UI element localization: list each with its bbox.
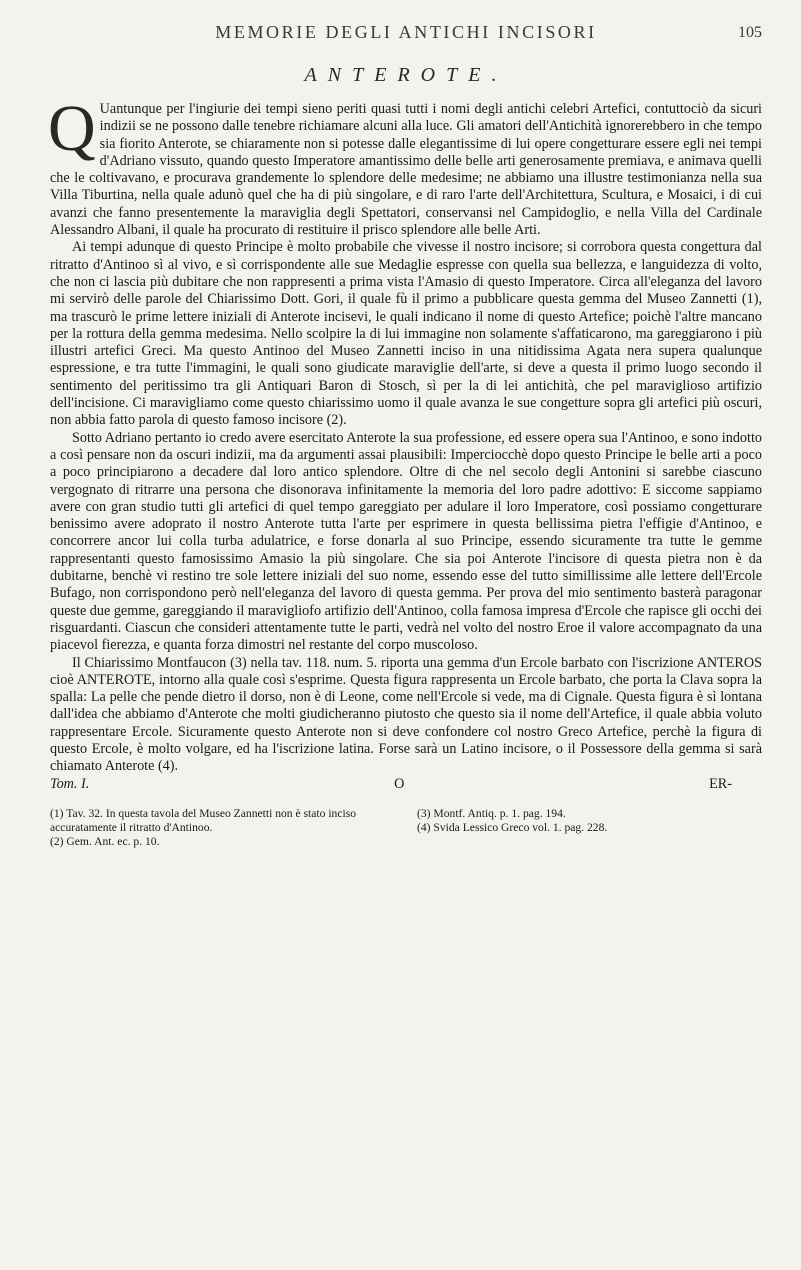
- drop-cap: Q: [48, 92, 96, 165]
- paragraph-1: [48, 92, 762, 239]
- catchword: ER-: [709, 775, 732, 792]
- footnote-4: (4) Svida Lessico Greco vol. 1. pag. 228.: [417, 820, 608, 834]
- body-text: [48, 92, 762, 776]
- chapter-title: ANTEROTE.: [304, 64, 508, 86]
- paragraph-2: Ai tempi adunque di questo Principe è molto probabile che vivesse il nostro incisore; si corrobora questa congettura dal ritratto d'Antinoo sì al vivo, e sì corrispondente alle sue Medaglie espresse con quella sua bellezza, e languidezza di volto, che non ci lascia più dubitare che non rappresenti a prima vista l'Amasio di questo Imperatore. Circa all'eleganza del lavoro mi servirò delle parole del Chiarissimo Dott. Gori, il quale fù il primo a pubblicare questa gemma del Museo Zannetti (1), ma trascurò le prime lettere iniziali di Anterote incisevi, le quali indicano il nome di questo Artefice; poichè l'altre mancano per la rottura della gemma medesima. Nello scolpire la di lui immagine non solamente s'affaticarono, ma gareggiarono i più illustri artefici Greci. Ma questo Antinoo del Museo Zannetti inciso in una nitidissima Agata nera supera qualunque espressione, e tra tutte l'immagini, le quali sono giudicate maraviglie dell'arte, si deve a questa il primo luogo secondo il sentimento del peritissimo tra gli Antiquari Baron di Stosch, sì per la di lei antichità, che pel maraviglioso artifizio dell'incisione. Ci maravigliamo come questo chiarissimo uomo il quale avanza le sue congetture sopra gli artefici più oscuri, non abbia fatto parola di questo famoso incisore (2).: [50, 239, 762, 429]
- paragraph-4: Il Chiarissimo Montfaucon (3) nella tav. 118. num. 5. riporta una gemma d'un Ercole barbato con l'iscrizione ANTEROS cioè ANTEROTE, intorno alla quale così s'esprime. Questa figura rappresenta un Ercole barbato, che porta la Clava sopra la spalla: La pelle che pende dietro il dorso, non è di Leone, come nell'Ercole si vede, ma di Cignale. Questa figura è sì lontana dall'idea che abbiamo d'Anterote che molti giudicheranno piutosto che questo sia il nome dell'Artefice, il quale abbia voluto rappresentare Ercole. Sicuramente questo Anterote non si deve confondere col nostro Greco Artefice, perchè la figura di questo Ercole, è molto volgare, ed ha l'iscrizione latina. Forse sarà un Latino incisore, o il Possessore della gemma si sarà chiamato Anterote (4).: [50, 654, 762, 775]
- footnote-1: (1) Tav. 32. In questa tavola del Museo Zannetti non è stato inciso accuratamente il ritratto d'Antinoo.: [50, 806, 357, 834]
- volume-mark: Tom. I.: [50, 775, 90, 792]
- running-head: MEMORIE DEGLI ANTICHI INCISORI: [215, 22, 597, 42]
- book-page: [50, 22, 762, 849]
- footnote-2: (2) Gem. Ant. ec. p. 10.: [50, 834, 160, 848]
- footnotes-left: [50, 807, 395, 849]
- paragraph-1-text: Uantunque per l'ingiurie dei tempi sieno periti quasi tutti i nomi degli antichi celebri Artefici, contuttociò da sicuri indizii se ne possono dalle tenebre richiamare alcuni alla luce. Gli amatori dell'Antichità ignorerebbero in che tempo sia fiorito Anterote, se chiaramente non si potesse dalle elegantissime di lui opere congetturare essere egli nei tempi d'Adriano vissuto, quando questo Imperatore amantissimo delle belle arti generosamente premiava, e animava quelli che le coltivavano, e procurava grandemente lo splendore delle medesime; ne abbiamo una illustre testimonianza nella sua Villa Tiburtina, nella quale adunò quel che ha di più singolare, e di raro l'arte dell'Architettura, Scultura, e Mosaici, i di cui avanzi che fanno presentemente la maraviglia degli Spettatori, conservansi nel Campidoglio, e nella Villa del Cardinale Alessandro Albani, il quale ha procurato di restituire il prisco splendore alle belle Arti.: [50, 101, 762, 239]
- page-number: 105: [738, 24, 762, 41]
- page-header: [50, 22, 762, 50]
- footnotes: [50, 807, 762, 849]
- paragraph-3: Sotto Adriano pertanto io credo avere esercitato Anterote la sua professione, ed essere opera sua l'Antinoo, e sono indotto a così pensare non da oscuri indizii, ma da argumenti assai plausibili: Imperciocchè dopo questo Principe le belle arti a poco a poco principiarono a decadere dal loro antico splendore. Oltre di che nel secolo degli Antonini si sarebbe ciascuno vergognato di ritrarre una persona che disonorava infinitamente la memoria del loro padre adottivo: E siccome sappiamo avere con gran studio tutti gli artefici di quel tempo gareggiato per adulare il loro Imperatore, così possiamo congetturare benissimo avere adoprato il nostro Anterote tutta l'arte per esprimere in questa bellissima pietra l'effigie d'Antinoo, e concorrere ancor lui colla turba adulatrice, e forse donarla al suo Principe, essendo sicuramente tra tutte le gemme rappresentanti questo famosissimo Amasio la più singolare. Che sia poi Anterote l'incisore di questa pietra non è da dubitarne, benchè vi restino tre sole lettere iniziali del suo nome, essendo esse del tutto simillissime alle lettere dell'Ercole Bufago, non corrispondono però nell'eleganza del lavoro di questa gemma. Per prova del mio sentimento basterà paragonar queste due gemme, gareggiando il maravigliofo artifizio dell'Antinoo, colla famosa impresa d'Ercole che rapisce gli occhi dei risguardanti. Ciascun che consideri attentamente tutte le parti, vedrà nel volto del nostro Eroe il valore accompagnato da una piacevol fierezza, e quanta forza dimostri nel restante del corpo muscoloso.: [50, 429, 762, 654]
- footnotes-right: [417, 807, 762, 849]
- catchline: [50, 776, 762, 793]
- footnote-3: (3) Montf. Antiq. p. 1. pag. 194.: [417, 806, 566, 820]
- signature-mark: O: [394, 775, 405, 792]
